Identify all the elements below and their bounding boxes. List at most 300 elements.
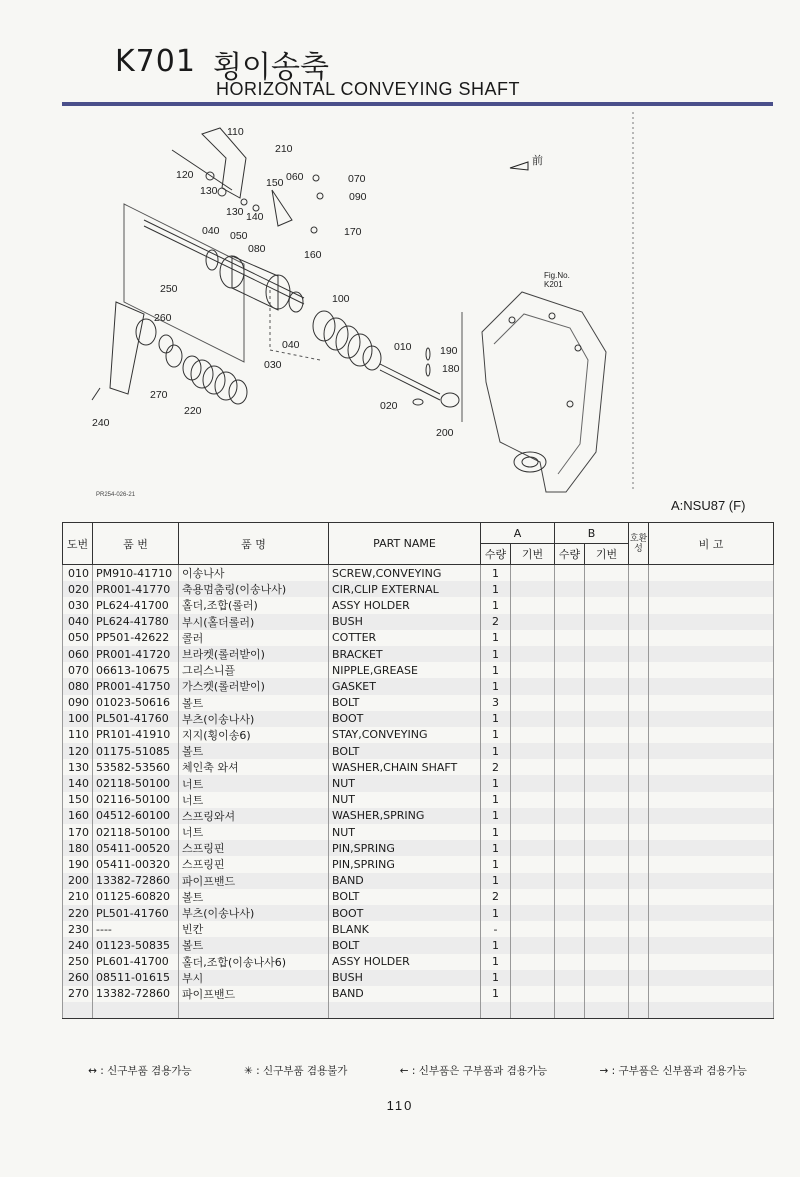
callout-030: 030 xyxy=(264,359,282,371)
cell-interchange xyxy=(629,678,649,694)
cell-base-a xyxy=(511,678,555,694)
part-code: PR001-41750 xyxy=(93,678,179,694)
cell-interchange xyxy=(629,662,649,678)
cell-base-b xyxy=(585,759,629,775)
compatibility-legend xyxy=(62,1063,773,1078)
cell-base-b xyxy=(585,743,629,759)
part-name-ko: 지지(횡이송6) xyxy=(179,727,329,743)
quantity-a: 1 xyxy=(481,840,511,856)
part-name-en: NIPPLE,GREASE xyxy=(329,662,481,678)
quantity-a: 3 xyxy=(481,695,511,711)
table-row xyxy=(63,662,774,678)
part-name-ko: 부시(홀더롤러) xyxy=(179,614,329,630)
table-row xyxy=(63,889,774,905)
cell-qty-b xyxy=(555,581,585,597)
cell-base-b xyxy=(585,695,629,711)
header-group-a: A xyxy=(481,523,555,544)
cell-base-b xyxy=(585,581,629,597)
empty-cell xyxy=(585,1002,629,1019)
part-name-en: BUSH xyxy=(329,614,481,630)
part-code: 05411-00320 xyxy=(93,856,179,872)
table-row xyxy=(63,808,774,824)
callout-240: 240 xyxy=(92,417,110,429)
part-code: 02116-50100 xyxy=(93,792,179,808)
quantity-a: 1 xyxy=(481,743,511,759)
part-name-en: BOOT xyxy=(329,711,481,727)
part-name-ko: 파이프밴드 xyxy=(179,873,329,889)
cell-remark xyxy=(649,856,774,872)
parts-table xyxy=(62,522,774,1019)
callout-170: 170 xyxy=(344,226,362,238)
cell-qty-b xyxy=(555,856,585,872)
part-name-en: BLANK xyxy=(329,921,481,937)
cell-base-b xyxy=(585,970,629,986)
cell-qty-b xyxy=(555,808,585,824)
part-code: PP501-42622 xyxy=(93,630,179,646)
callout-020: 020 xyxy=(380,400,398,412)
table-row xyxy=(63,937,774,953)
table-row xyxy=(63,954,774,970)
empty-cell xyxy=(555,1002,585,1019)
cell-qty-b xyxy=(555,630,585,646)
quantity-a: 1 xyxy=(481,937,511,953)
cell-base-b xyxy=(585,937,629,953)
cell-qty-b xyxy=(555,597,585,613)
table-row xyxy=(63,759,774,775)
part-name-en: GASKET xyxy=(329,678,481,694)
part-code: 01123-50835 xyxy=(93,937,179,953)
part-name-ko: 그리스니플 xyxy=(179,662,329,678)
cell-interchange xyxy=(629,695,649,711)
cell-remark xyxy=(649,840,774,856)
table-row xyxy=(63,986,774,1002)
header-qty-b: 수량 xyxy=(555,544,585,565)
cell-qty-b xyxy=(555,905,585,921)
table-row xyxy=(63,873,774,889)
cell-base-b xyxy=(585,597,629,613)
part-name-en: NUT xyxy=(329,775,481,791)
part-name-ko: 콜러 xyxy=(179,630,329,646)
table-row xyxy=(63,565,774,582)
quantity-a: 1 xyxy=(481,775,511,791)
cell-base-a xyxy=(511,840,555,856)
cell-base-a xyxy=(511,889,555,905)
part-number-index: 200 xyxy=(63,873,93,889)
cell-interchange xyxy=(629,856,649,872)
part-name-en: BOOT xyxy=(329,905,481,921)
callout-050: 050 xyxy=(230,230,248,242)
callout-150: 150 xyxy=(266,177,284,189)
cell-base-b xyxy=(585,986,629,1002)
cell-base-a xyxy=(511,759,555,775)
part-name-en: WASHER,CHAIN SHAFT xyxy=(329,759,481,775)
cell-qty-b xyxy=(555,873,585,889)
cell-remark xyxy=(649,597,774,613)
header-group-b: B xyxy=(555,523,629,544)
part-number-index: 060 xyxy=(63,646,93,662)
part-code: 02118-50100 xyxy=(93,824,179,840)
cell-qty-b xyxy=(555,986,585,1002)
part-name-ko: 파이프밴드 xyxy=(179,986,329,1002)
table-row xyxy=(63,727,774,743)
exploded-view-drawing xyxy=(62,112,773,520)
cell-remark xyxy=(649,662,774,678)
part-name-en: PIN,SPRING xyxy=(329,856,481,872)
cell-base-a xyxy=(511,954,555,970)
part-name-ko: 너트 xyxy=(179,824,329,840)
cell-remark xyxy=(649,678,774,694)
cell-base-a xyxy=(511,921,555,937)
cell-base-a xyxy=(511,808,555,824)
cell-qty-b xyxy=(555,711,585,727)
part-number-index: 270 xyxy=(63,986,93,1002)
part-name-en: BRACKET xyxy=(329,646,481,662)
cell-interchange xyxy=(629,565,649,582)
part-number-index: 150 xyxy=(63,792,93,808)
cell-qty-b xyxy=(555,743,585,759)
part-name-ko: 볼트 xyxy=(179,937,329,953)
callout-120: 120 xyxy=(176,169,194,181)
callout-190: 190 xyxy=(440,345,458,357)
table-row xyxy=(63,581,774,597)
legend-item: ↔ : 신구부품 겸용가능 xyxy=(88,1065,192,1077)
cell-remark xyxy=(649,986,774,1002)
section-code: K701 xyxy=(115,44,196,79)
part-name-ko: 브라켓(롤러받이) xyxy=(179,646,329,662)
table-row xyxy=(63,856,774,872)
part-name-ko: 볼트 xyxy=(179,695,329,711)
quantity-a: 2 xyxy=(481,614,511,630)
part-name-en: NUT xyxy=(329,824,481,840)
part-name-ko: 스프링와셔 xyxy=(179,808,329,824)
part-number-index: 130 xyxy=(63,759,93,775)
cell-qty-b xyxy=(555,921,585,937)
cell-qty-b xyxy=(555,889,585,905)
cell-base-a xyxy=(511,662,555,678)
cell-remark xyxy=(649,743,774,759)
part-number-index: 240 xyxy=(63,937,93,953)
part-code: ---- xyxy=(93,921,179,937)
parts-table-body xyxy=(63,565,774,1019)
quantity-a: 1 xyxy=(481,792,511,808)
cell-base-a xyxy=(511,856,555,872)
part-name-ko: 축용멈춤링(이송나사) xyxy=(179,581,329,597)
cell-remark xyxy=(649,565,774,582)
callout-070: 070 xyxy=(348,173,366,185)
header-no: 도번 xyxy=(63,523,93,565)
cell-remark xyxy=(649,775,774,791)
cell-base-a xyxy=(511,775,555,791)
front-label: 前 xyxy=(532,154,543,167)
page-number: 110 xyxy=(386,1098,414,1113)
cell-base-a xyxy=(511,937,555,953)
part-number-index: 090 xyxy=(63,695,93,711)
part-number-index: 220 xyxy=(63,905,93,921)
part-name-ko: 체인축 와셔 xyxy=(179,759,329,775)
part-name-en: NUT xyxy=(329,792,481,808)
cell-interchange xyxy=(629,840,649,856)
callout-090: 090 xyxy=(349,191,367,203)
part-number-index: 030 xyxy=(63,597,93,613)
part-code: PR101-41910 xyxy=(93,727,179,743)
cell-base-b xyxy=(585,711,629,727)
table-row xyxy=(63,824,774,840)
cell-qty-b xyxy=(555,954,585,970)
table-row xyxy=(63,743,774,759)
part-code: 01023-50616 xyxy=(93,695,179,711)
cell-qty-b xyxy=(555,662,585,678)
table-row xyxy=(63,840,774,856)
part-code: 01125-60820 xyxy=(93,889,179,905)
part-code: PL624-41780 xyxy=(93,614,179,630)
part-code: PL601-41700 xyxy=(93,954,179,970)
cell-remark xyxy=(649,873,774,889)
cell-remark xyxy=(649,727,774,743)
quantity-a: 1 xyxy=(481,824,511,840)
cell-base-b xyxy=(585,727,629,743)
cell-remark xyxy=(649,921,774,937)
part-name-en: BAND xyxy=(329,986,481,1002)
table-end-row xyxy=(63,1002,774,1019)
part-number-index: 010 xyxy=(63,565,93,582)
part-number-index: 100 xyxy=(63,711,93,727)
cell-base-b xyxy=(585,905,629,921)
part-name-en: BOLT xyxy=(329,937,481,953)
part-code: 08511-01615 xyxy=(93,970,179,986)
cell-interchange xyxy=(629,986,649,1002)
cell-qty-b xyxy=(555,614,585,630)
callout-040a: 040 xyxy=(202,225,220,237)
table-row xyxy=(63,905,774,921)
part-code: 13382-72860 xyxy=(93,873,179,889)
cell-base-b xyxy=(585,662,629,678)
callout-130b: 130 xyxy=(226,206,244,218)
part-code: PM910-41710 xyxy=(93,565,179,582)
part-number-index: 050 xyxy=(63,630,93,646)
header-name-en: PART NAME xyxy=(329,523,481,565)
header-remark: 비 고 xyxy=(649,523,774,565)
cell-qty-b xyxy=(555,840,585,856)
empty-cell xyxy=(649,1002,774,1019)
cell-qty-b xyxy=(555,775,585,791)
part-name-en: WASHER,SPRING xyxy=(329,808,481,824)
cell-base-a xyxy=(511,727,555,743)
cell-interchange xyxy=(629,581,649,597)
empty-cell xyxy=(329,1002,481,1019)
cell-interchange xyxy=(629,630,649,646)
quantity-a: 1 xyxy=(481,727,511,743)
cell-remark xyxy=(649,792,774,808)
callout-210: 210 xyxy=(275,143,293,155)
quantity-a: 1 xyxy=(481,565,511,582)
part-name-ko: 이송나사 xyxy=(179,565,329,582)
part-code: PL501-41760 xyxy=(93,711,179,727)
table-row xyxy=(63,630,774,646)
quantity-a: 1 xyxy=(481,856,511,872)
callout-140: 140 xyxy=(246,211,264,223)
quantity-a: 1 xyxy=(481,986,511,1002)
callout-220: 220 xyxy=(184,405,202,417)
quantity-a: 1 xyxy=(481,905,511,921)
part-name-en: ASSY HOLDER xyxy=(329,597,481,613)
table-row xyxy=(63,711,774,727)
quantity-a: 1 xyxy=(481,954,511,970)
cell-interchange xyxy=(629,905,649,921)
cell-remark xyxy=(649,937,774,953)
cell-base-b xyxy=(585,889,629,905)
fig-reference: Fig.No. K201 xyxy=(544,271,570,289)
part-name-en: BAND xyxy=(329,873,481,889)
applicability-note: A:NSU87 (F) xyxy=(671,498,746,513)
cell-interchange xyxy=(629,759,649,775)
part-code: 06613-10675 xyxy=(93,662,179,678)
part-number-index: 120 xyxy=(63,743,93,759)
cell-remark xyxy=(649,614,774,630)
part-name-ko: 너트 xyxy=(179,775,329,791)
table-row xyxy=(63,792,774,808)
cell-interchange xyxy=(629,937,649,953)
cell-base-b xyxy=(585,678,629,694)
cell-interchange xyxy=(629,727,649,743)
part-name-en: ASSY HOLDER xyxy=(329,954,481,970)
part-code: 53582-53560 xyxy=(93,759,179,775)
quantity-a: 1 xyxy=(481,662,511,678)
part-name-en: BOLT xyxy=(329,889,481,905)
cell-remark xyxy=(649,889,774,905)
empty-cell xyxy=(179,1002,329,1019)
cell-base-b xyxy=(585,630,629,646)
quantity-a: 1 xyxy=(481,678,511,694)
cell-qty-b xyxy=(555,695,585,711)
cell-interchange xyxy=(629,824,649,840)
cell-base-a xyxy=(511,986,555,1002)
table-row xyxy=(63,921,774,937)
empty-cell xyxy=(481,1002,511,1019)
part-number-index: 040 xyxy=(63,614,93,630)
cell-qty-b xyxy=(555,970,585,986)
cell-interchange xyxy=(629,873,649,889)
image-code: PR254-026-21 xyxy=(96,492,136,498)
part-name-ko: 홀더,조합(롤러) xyxy=(179,597,329,613)
cell-qty-b xyxy=(555,727,585,743)
cell-interchange xyxy=(629,970,649,986)
part-name-ko: 빈칸 xyxy=(179,921,329,937)
part-number-index: 180 xyxy=(63,840,93,856)
part-code: PR001-41770 xyxy=(93,581,179,597)
cell-remark xyxy=(649,711,774,727)
cell-interchange xyxy=(629,646,649,662)
callout-260: 260 xyxy=(154,312,172,324)
quantity-a: 2 xyxy=(481,889,511,905)
cell-base-a xyxy=(511,630,555,646)
callout-060: 060 xyxy=(286,171,304,183)
part-code: 01175-51085 xyxy=(93,743,179,759)
part-number-index: 230 xyxy=(63,921,93,937)
cell-base-a xyxy=(511,743,555,759)
part-number-index: 250 xyxy=(63,954,93,970)
cell-qty-b xyxy=(555,678,585,694)
part-number-index: 160 xyxy=(63,808,93,824)
callout-010: 010 xyxy=(394,341,412,353)
callout-080: 080 xyxy=(248,243,266,255)
callout-100: 100 xyxy=(332,293,350,305)
callout-180: 180 xyxy=(442,363,460,375)
cell-base-a xyxy=(511,695,555,711)
part-code: 02118-50100 xyxy=(93,775,179,791)
cell-interchange xyxy=(629,921,649,937)
cell-remark xyxy=(649,970,774,986)
table-row xyxy=(63,646,774,662)
empty-cell xyxy=(511,1002,555,1019)
part-name-en: PIN,SPRING xyxy=(329,840,481,856)
callout-270: 270 xyxy=(150,389,168,401)
quantity-a: 1 xyxy=(481,808,511,824)
table-row xyxy=(63,614,774,630)
part-code: PL501-41760 xyxy=(93,905,179,921)
part-name-en: STAY,CONVEYING xyxy=(329,727,481,743)
page-header xyxy=(0,0,800,110)
header-qty-a: 수량 xyxy=(481,544,511,565)
cell-interchange xyxy=(629,614,649,630)
cell-qty-b xyxy=(555,792,585,808)
exploded-diagram xyxy=(62,112,773,520)
cell-base-b xyxy=(585,808,629,824)
cell-base-b xyxy=(585,873,629,889)
cell-base-a xyxy=(511,905,555,921)
cell-base-b xyxy=(585,954,629,970)
table-row xyxy=(63,695,774,711)
part-number-index: 190 xyxy=(63,856,93,872)
part-name-ko: 부츠(이송나사) xyxy=(179,905,329,921)
cell-qty-b xyxy=(555,824,585,840)
cell-base-b xyxy=(585,614,629,630)
cell-remark xyxy=(649,808,774,824)
empty-cell xyxy=(93,1002,179,1019)
table-row xyxy=(63,775,774,791)
part-number-index: 170 xyxy=(63,824,93,840)
cell-base-b xyxy=(585,840,629,856)
cell-base-a xyxy=(511,565,555,582)
cell-interchange xyxy=(629,792,649,808)
callout-200: 200 xyxy=(436,427,454,439)
part-code: PR001-41720 xyxy=(93,646,179,662)
cell-base-a xyxy=(511,646,555,662)
title-english: HORIZONTAL CONVEYING SHAFT xyxy=(216,79,521,99)
quantity-a: 1 xyxy=(481,581,511,597)
cell-base-a xyxy=(511,970,555,986)
header-base-a: 기번 xyxy=(511,544,555,565)
part-name-ko: 너트 xyxy=(179,792,329,808)
cell-qty-b xyxy=(555,759,585,775)
part-name-en: CIR,CLIP EXTERNAL xyxy=(329,581,481,597)
part-code: 05411-00520 xyxy=(93,840,179,856)
cell-interchange xyxy=(629,597,649,613)
quantity-a: 1 xyxy=(481,597,511,613)
part-name-ko: 스프링핀 xyxy=(179,856,329,872)
cell-interchange xyxy=(629,889,649,905)
part-name-ko: 볼트 xyxy=(179,889,329,905)
cell-remark xyxy=(649,630,774,646)
header-interchange: 호환성 xyxy=(629,523,649,565)
legend-item: ✳ : 신구부품 겸용불가 xyxy=(243,1065,348,1077)
cell-interchange xyxy=(629,743,649,759)
cell-remark xyxy=(649,759,774,775)
callout-130a: 130 xyxy=(200,185,218,197)
quantity-a: 1 xyxy=(481,630,511,646)
callout-160: 160 xyxy=(304,249,322,261)
cell-base-a xyxy=(511,711,555,727)
part-name-en: SCREW,CONVEYING xyxy=(329,565,481,582)
